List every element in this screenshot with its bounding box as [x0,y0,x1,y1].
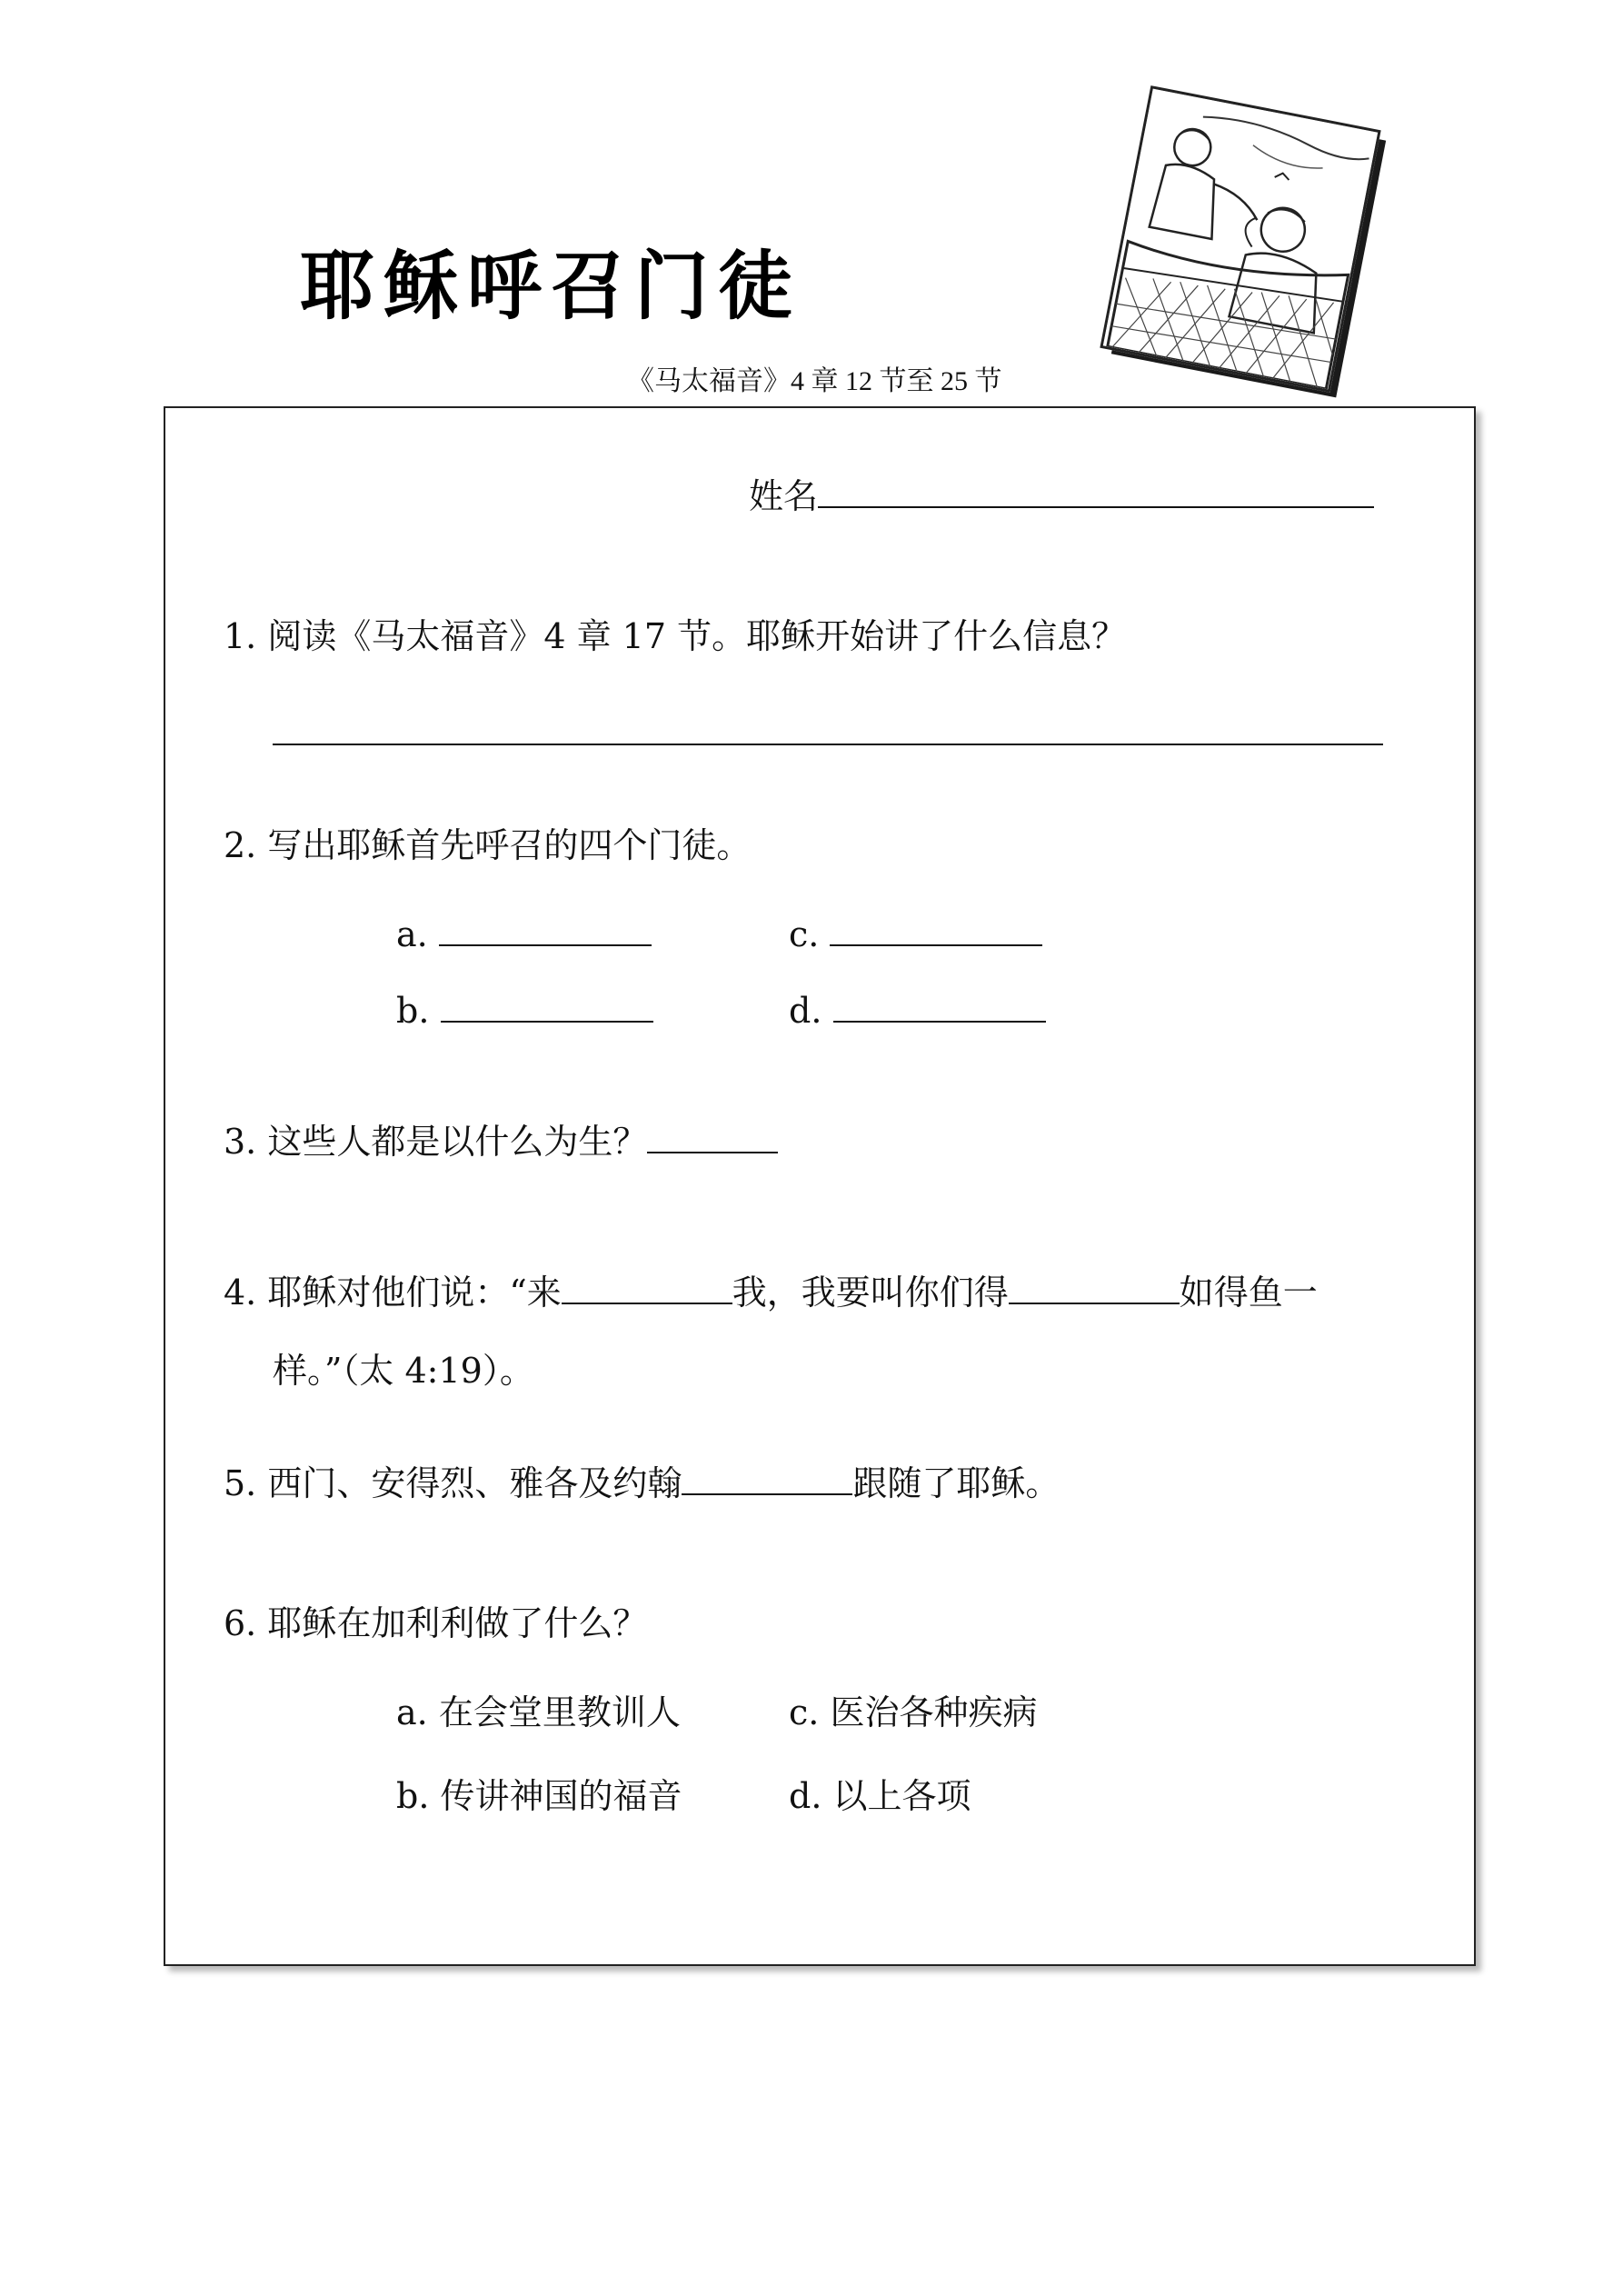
q2-option-c [789,914,1042,954]
q2-b-field[interactable] [441,1020,653,1023]
q4-part1: 4. 耶稣对他们说：“来 [224,1273,562,1313]
q5-part2: 跟随了耶稣。 [852,1463,1060,1503]
question-3 [224,1122,778,1162]
question-6: 6. 耶稣在加利利做了什么？ [224,1603,648,1643]
name-row [749,476,1374,516]
q6-option-b[interactable]: b. 传讲神国的福音 [396,1776,682,1816]
q2-c-field[interactable] [830,943,1042,946]
q2-a-field[interactable] [439,943,652,946]
q1-answer-field[interactable] [273,743,1383,745]
question-2: 2. 写出耶稣首先呼召的四个门徒。 [224,825,752,865]
fishermen-illustration [1100,85,1380,393]
q3-answer-field[interactable] [647,1151,778,1153]
q4-part2: 我，我要叫你们得 [732,1273,1009,1313]
name-label: 姓名 [749,476,819,516]
worksheet-box [164,406,1476,1966]
q3-text: 3. 这些人都是以什么为生？ [224,1122,648,1162]
q5-blank[interactable] [682,1492,852,1495]
q6-option-c[interactable]: c. 医治各种疾病 [789,1692,1038,1732]
q4-blank-2[interactable] [1009,1302,1180,1304]
q4-part3: 如得鱼一 [1179,1273,1318,1313]
question-5 [224,1463,1060,1503]
q2-option-a [396,914,652,954]
q2-option-d [789,991,1046,1031]
q4-continued: 样。”（太 4:19）。 [273,1351,534,1391]
q2-b-label: b. [396,991,430,1031]
q6-option-a[interactable]: a. 在会堂里教训人 [396,1692,681,1732]
q5-part1: 5. 西门、安得烈、雅各及约翰 [224,1463,682,1503]
q2-d-field[interactable] [833,1020,1046,1023]
q2-c-label: c. [789,914,820,954]
q6-option-d[interactable]: d. 以上各项 [789,1776,971,1816]
scripture-reference: 《马太福音》4 章 12 节至 25 节 [627,366,1002,396]
question-4 [224,1273,1318,1313]
worksheet-title: 耶稣呼召门徒 [300,243,802,330]
fishermen-drawing-icon [1103,89,1378,390]
q2-d-label: d. [789,991,822,1031]
name-field[interactable] [818,505,1374,508]
question-1: 1. 阅读《马太福音》4 章 17 节。耶稣开始讲了什么信息？ [224,616,1127,656]
q4-blank-1[interactable] [562,1302,732,1304]
q2-option-b [396,991,653,1031]
q2-a-label: a. [396,914,428,954]
